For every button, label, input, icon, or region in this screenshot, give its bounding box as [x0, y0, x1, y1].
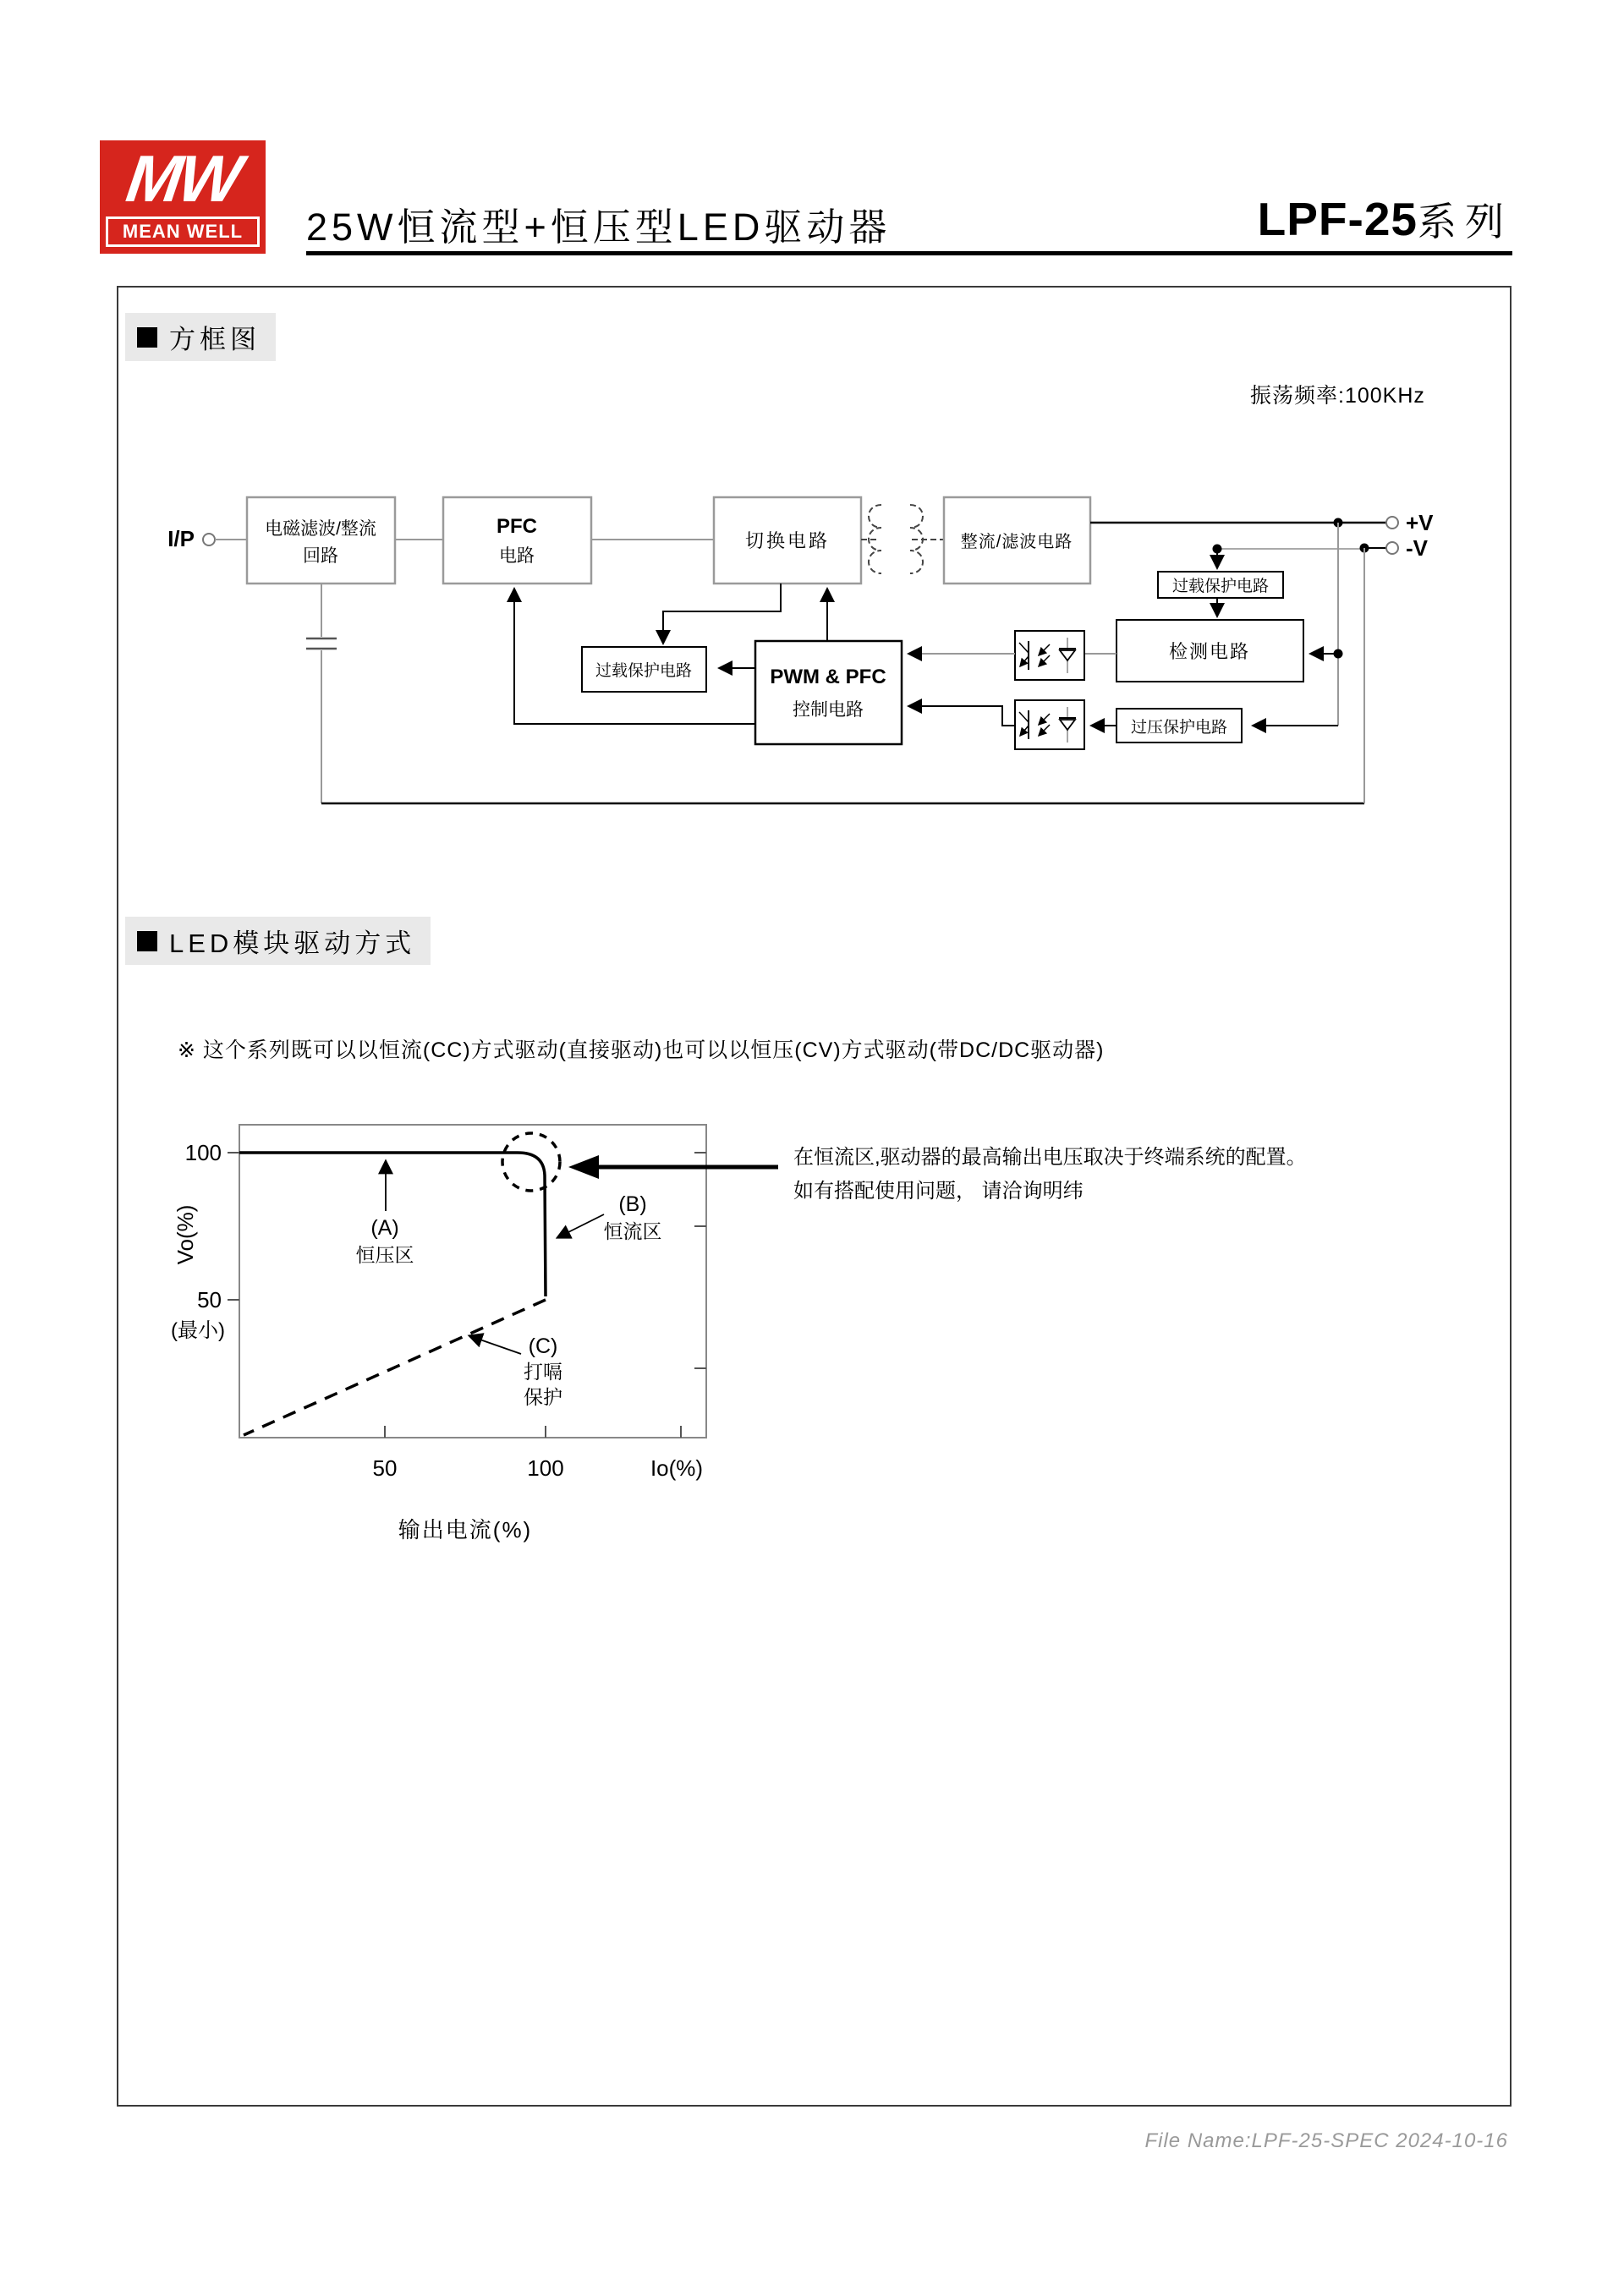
label-b-region: 恒流区 — [603, 1220, 662, 1242]
label-c-line3: 保护 — [524, 1386, 562, 1408]
transformer-icon — [861, 505, 944, 573]
ytick-50-min: (最小) — [171, 1319, 225, 1342]
block-overload-protection-right — [1158, 572, 1283, 598]
section-header-block-diagram — [125, 313, 276, 361]
x-axis-label: Io(%) — [650, 1455, 704, 1481]
optocoupler-top-icon — [1015, 631, 1084, 680]
drive-mode-chart — [152, 1116, 1472, 1556]
block-pwm-pfc-control — [755, 641, 902, 744]
output-neg-label: -V — [1406, 535, 1428, 561]
label-c-line2: 打嗝 — [524, 1361, 562, 1383]
svg-text:过载保护电路: 过载保护电路 — [595, 662, 693, 680]
cc-annotation-line1: 在恒流区,驱动器的最高输出电压取决于终端系统的配置。 — [793, 1146, 1307, 1169]
section-square-icon — [137, 327, 157, 348]
svg-text:PWM & PFC: PWM & PFC — [770, 666, 886, 688]
footer-file-info: File Name:LPF-25-SPEC 2024-10-16 — [1144, 2129, 1508, 2152]
svg-text:电路: 电路 — [499, 546, 535, 566]
block-rectifier-filter — [944, 497, 1090, 584]
label-b: (B) — [618, 1192, 647, 1216]
cc-annotation-line2: 如有搭配使用问题， 请洽询明纬 — [793, 1180, 1084, 1203]
svg-text:切换电路: 切换电路 — [744, 530, 831, 551]
block-overvoltage-protection — [1116, 709, 1242, 743]
block-switching — [714, 497, 861, 584]
logo-brand-text: MEAN WELL — [106, 216, 260, 247]
optocoupler-bottom-icon — [1015, 700, 1084, 749]
ytick-100: 100 — [184, 1140, 222, 1165]
svg-text:检测电路: 检测电路 — [1168, 641, 1251, 662]
header-rule — [306, 251, 1512, 255]
series-title — [1133, 191, 1512, 247]
logo-mw-icon: MW — [122, 141, 244, 216]
output-pos-terminal-icon — [1386, 517, 1398, 529]
meanwell-logo — [100, 140, 266, 254]
y-axis-label: Vo(%) — [173, 1204, 198, 1265]
plot-area — [239, 1125, 706, 1438]
label-a-region: 恒压区 — [355, 1244, 414, 1266]
x-axis-bottom-label: 输出电流(%) — [398, 1517, 533, 1543]
xtick-100: 100 — [527, 1455, 564, 1481]
drive-mode-note: ※ 这个系列既可以以恒流(CC)方式驱动(直接驱动)也可以以恒压(CV)方式驱动(带DC/DC驱动器) — [178, 1038, 1105, 1062]
label-c: (C) — [528, 1334, 558, 1358]
section-label: 方框图 — [169, 325, 261, 354]
svg-text:回路: 回路 — [303, 546, 338, 566]
ytick-50: 50 — [197, 1287, 222, 1312]
input-terminal-icon — [203, 534, 215, 545]
svg-text:控制电路: 控制电路 — [793, 700, 864, 720]
oscillator-frequency: 振荡频率:100KHz — [1250, 384, 1425, 408]
svg-text:整流/滤波电路: 整流/滤波电路 — [960, 533, 1073, 551]
series-suffix: 系列 — [1418, 200, 1512, 244]
output-neg-terminal-icon — [1386, 542, 1398, 554]
svg-text:过压保护电路: 过压保护电路 — [1130, 719, 1228, 737]
section-header-led-drive — [125, 917, 431, 965]
block-emi-filter — [247, 497, 395, 584]
svg-text:电磁滤波/整流: 电磁滤波/整流 — [265, 519, 376, 539]
block-detect — [1116, 620, 1303, 682]
svg-text:PFC: PFC — [497, 515, 537, 538]
section-square-icon — [137, 931, 157, 951]
page-title: 25W恒流型+恒压型LED驱动器 — [306, 205, 892, 249]
output-pos-label: +V — [1406, 510, 1434, 535]
section-label: LED模块驱动方式 — [169, 929, 416, 958]
label-a: (A) — [370, 1216, 399, 1240]
series-code: LPF-25 — [1257, 193, 1418, 245]
block-diagram — [117, 423, 1512, 820]
block-overload-protection-left — [582, 647, 706, 692]
block-pfc — [443, 497, 591, 584]
xtick-50: 50 — [372, 1455, 398, 1481]
input-terminal-label: I/P — [167, 526, 195, 551]
svg-text:过载保护电路: 过载保护电路 — [1171, 578, 1270, 595]
